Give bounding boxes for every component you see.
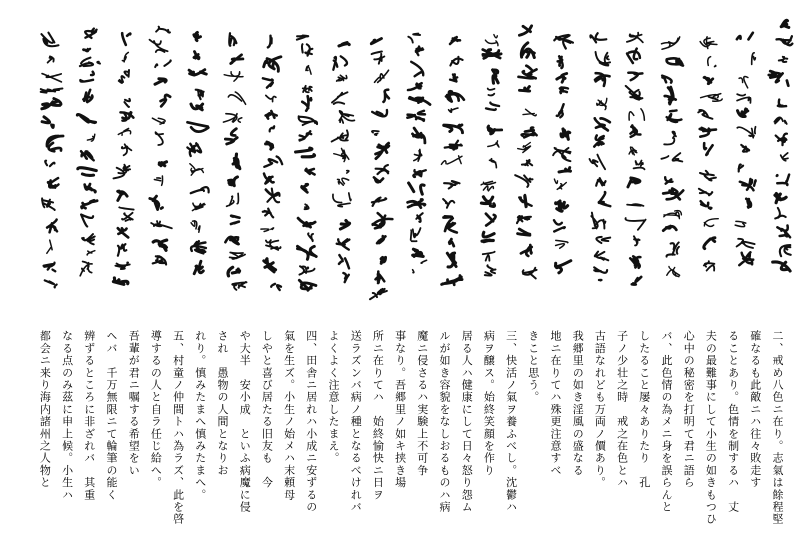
transcription-column: ヘバ 千万無限ニて輪筆の能く xyxy=(105,330,118,501)
transcription-column: 確なるも此敵ニハ往々敗走す xyxy=(748,330,762,489)
transcription-column: ることあり。色情を制するハ 丈 xyxy=(726,330,740,513)
transcription-column: 導するの人と自ラ任じ給へ。 xyxy=(149,330,163,489)
transcription-column: され 愚物の人間となりお xyxy=(216,330,229,477)
transcription-column: 夫の最難事にして小生の如きもつひ xyxy=(704,330,718,526)
transcription-column: きこと思う。 xyxy=(526,330,540,404)
transcription-column: 三、快活ノ氣ヲ養ふべし。沈鬱ハ xyxy=(504,330,518,513)
transcription-column: なる点のみ茲に申上候。小生ハ xyxy=(60,330,74,501)
transcription-column: 魔ニ侵さるハ実験上不可争 xyxy=(415,330,429,477)
transcription-column: 吾輩が君ニ嘱する希望をい xyxy=(127,330,141,477)
transcription-column: 辨ずるところに非ざれバ 其重 xyxy=(82,330,96,501)
transcription-column: 四、田舎ニ居れハ小成ニ安ずるの xyxy=(304,330,318,513)
transcription-column: 送ラズンバ病ノ種となるべけれバ xyxy=(349,330,363,513)
transcription-column: 居る人ハ健康にして日々怒り怨ム xyxy=(460,330,474,513)
typeset-transcription xyxy=(0,318,800,547)
transcription-column: バ、此色情の為メニ身を誤らんと xyxy=(660,330,673,513)
transcription-column: 子ノ少壮之時 戒之在色とハ xyxy=(615,330,629,489)
transcription-column: 病ヲ醸ス。始終笑顔を作り xyxy=(482,330,496,477)
transcription-column: 古語なれども万両ノ價あり。 xyxy=(593,330,607,489)
transcription-column: 事なり。吾郷里ノ如キ挟き場 xyxy=(393,330,407,489)
transcription-column: ルが如き容貌をなしおるものハ病 xyxy=(438,330,451,513)
transcription-column: 五、村童ノ仲間トハ為ラズ、此を啓 xyxy=(171,330,185,526)
transcription-column: 我郷里の如き淫風の盛なる xyxy=(571,330,585,477)
transcription-column: 心中の秘密を打明て君ニ語ら xyxy=(682,330,696,489)
transcription-column: 地ニ在りてハ殊更注意すべ xyxy=(549,330,562,477)
transcription-column: や大半 安小成 といふ病魔に侵 xyxy=(238,330,252,513)
transcription-column: 氣を生ズ。小生ノ始メハ末頼母 xyxy=(282,330,296,501)
transcription-column: れり。慎みたまへ慎みたまへ。 xyxy=(193,330,207,501)
transcription-column: 二、戒め八色ニ在り。志氣は餘程堅 xyxy=(771,330,784,526)
transcription-column: しやと喜び居たる旧友も 今 xyxy=(260,330,274,489)
transcription-column: したること屡々ありたり 孔 xyxy=(637,330,651,489)
transcription-column: 所ニ在りてハ 始終愉快ニ日ヲ xyxy=(371,330,385,501)
transcription-column: 都会ニ来り海内諸州之人物と xyxy=(38,330,52,489)
transcription-column: よくよく注意したまえ。 xyxy=(327,330,340,465)
